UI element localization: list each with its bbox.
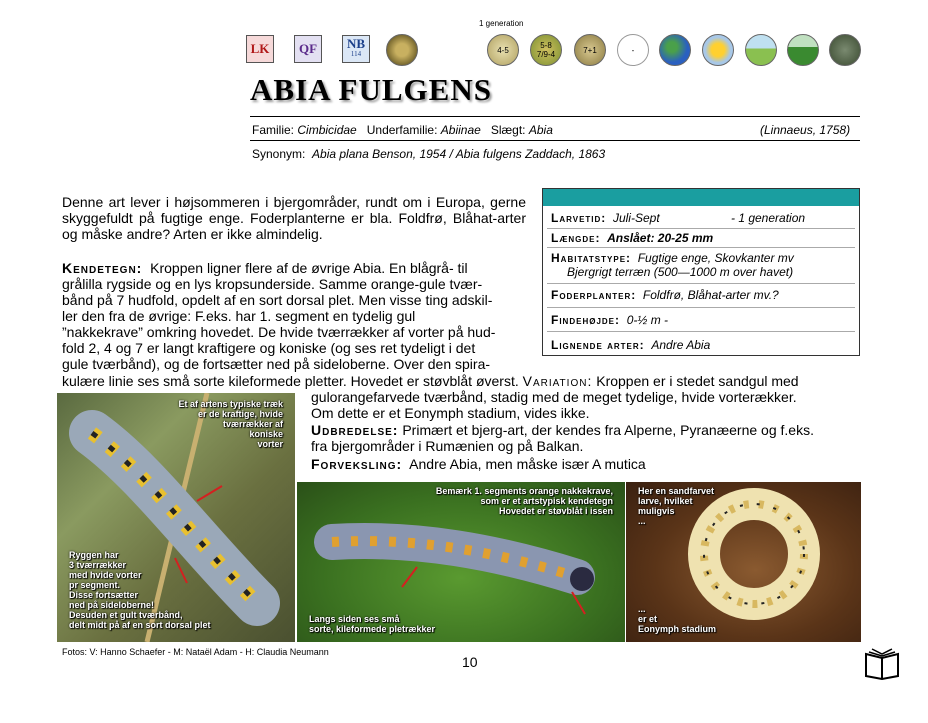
generation-label: 1 generation (479, 19, 524, 28)
info-lignende: Lignende arter: Andre Abia (551, 338, 711, 352)
title-divider (250, 116, 860, 117)
period-3-icon: 7+1 (574, 34, 606, 66)
variation-text: gulorangefarvede tværbånd, stadig med de meget tydelige, hvide vorterækker. Om dette er et Eonymph stadium, vides ikke. (311, 389, 797, 421)
info-box-header-bar (543, 189, 859, 206)
period-4-icon: - (617, 34, 649, 66)
info-laengde: Længde: Anslået: 20-25 mm (551, 231, 714, 245)
sun-icon (702, 34, 734, 66)
kendetegn-label: Kendetegn: (62, 260, 143, 276)
info-divider (547, 283, 855, 284)
udbredelse-label: Udbredelse: (311, 422, 399, 438)
page-title: ABIA FULGENS (250, 72, 492, 107)
plant-icon (787, 34, 819, 66)
info-divider (547, 247, 855, 248)
period-1-icon: 4-5 (487, 34, 519, 66)
forveksling-section: Forveksling: Andre Abia, men måske især A mutica (311, 456, 646, 472)
nb-icon[interactable]: NB 114 (342, 35, 370, 63)
egg-icon (386, 34, 418, 66)
synonym-line: Synonym: Abia plana Benson, 1954 / Abia fulgens Zaddach, 1863 (252, 147, 606, 161)
globe-icon (659, 34, 691, 66)
info-box (542, 188, 860, 356)
photo-larva-2[interactable] (297, 482, 625, 642)
info-habitat: Habitatstype: Fugtige enge, Skovkanter mv Bjergrigt terræn (500—1000 m over havet) (551, 251, 794, 279)
info-divider (547, 228, 855, 229)
photo-2-caption-top: Bemærk 1. segments orange nakkekrave, som er et artstypisk kendetegn Hovedet er støvblåt i issen (435, 486, 613, 516)
info-divider (547, 331, 855, 332)
photo-1-caption-bottom: Ryggen har 3 tværrækker med hvide vorter pr segment. Disse fortsætter ned på sideloberne! Desuden et gult tværbånd, delt midt på af en sort dorsal plet (69, 550, 211, 630)
period-2-icon: 5-8 7/9-4 (530, 34, 562, 66)
qf-icon[interactable]: QF (294, 35, 322, 63)
book-icon[interactable] (862, 646, 902, 680)
udbredelse-section: Udbredelse: Primært et bjerg-art, der kendes fra Alperne, Pyranæerne og f.eks. fra bjergområder i Rumænien og på Balkan. (311, 422, 814, 454)
info-foderplanter: Foderplanter: Foldfrø, Blåhat-arter mv.? (551, 288, 779, 302)
taxonomy-divider (250, 140, 860, 141)
info-findehojde: Findehøjde: 0-½ m - (551, 313, 669, 327)
info-divider (547, 307, 855, 308)
kendetegn-section: Kendetegn: Kroppen ligner flere af de øvrige Abia. En blågrå- til grålilla rygside og en lys kropsunderside. Samme orange-gule tvær- bånd på 7 hudfold, opdelt af en sort dorsal plet. Men visse ting adskil- ler den fra de øvrige: F.eks. har 1. segment en tydelig gul ”nakkekrave” omkring hovedet. De hvide tværrækker af vorter på hud- fold 2, 4 og 7 er langt kraftigere og koniske (og ses ret tydeligt i det gule tværbånd), og de fortsætter ned på sideloberne. Over den spira- (62, 260, 496, 372)
lk-icon[interactable]: LK (246, 35, 274, 63)
photo-3-caption-top: Her en sandfarvet larve, hvilket muligvis ... (638, 486, 715, 526)
taxonomy-author: (Linnaeus, 1758) (760, 123, 851, 137)
info-larvetid: Larvetid: Juli-Sept - 1 generation (551, 211, 806, 225)
kendetegn-last-line: kulære linie ses små sorte kileformede pletter. Hovedet er støvblåt øverst. Variation: Kroppen er i stedet sandgul med (62, 373, 799, 389)
photo-3-caption-bottom: ... er et Eonymph stadium (638, 604, 717, 634)
page-number: 10 (462, 654, 478, 670)
forveksling-label: Forveksling: (311, 456, 403, 472)
photo-credits: Fotos: V: Hanno Schaefer - M: Nataël Adam - H: Claudia Neumann (62, 647, 329, 657)
photo-larva-3[interactable] (626, 482, 861, 642)
photo-1-caption-top: Et af artens typiske træk er de kraftige, hvide tværrækker af koniske vorter (178, 399, 283, 449)
habitat-icon (829, 34, 861, 66)
photo-larva-1[interactable] (57, 393, 295, 642)
taxonomy-line: Familie: Cimbicidae Underfamilie: Abiinae Slægt: Abia (252, 123, 553, 137)
variation-label: Variation: (522, 373, 593, 389)
meadow-icon (745, 34, 777, 66)
photo-2-caption-bottom: Langs siden ses små sorte, kileformede pletrækker (309, 614, 436, 634)
intro-paragraph: Denne art lever i højsommeren i bjergområder, rundt om i Europa, gerne skyggefuldt på fugtige enge. Foderplanterne er bla. Foldfrø, Blåhat-arter og måske andre? Arten er ikke almindelig. (62, 194, 526, 242)
